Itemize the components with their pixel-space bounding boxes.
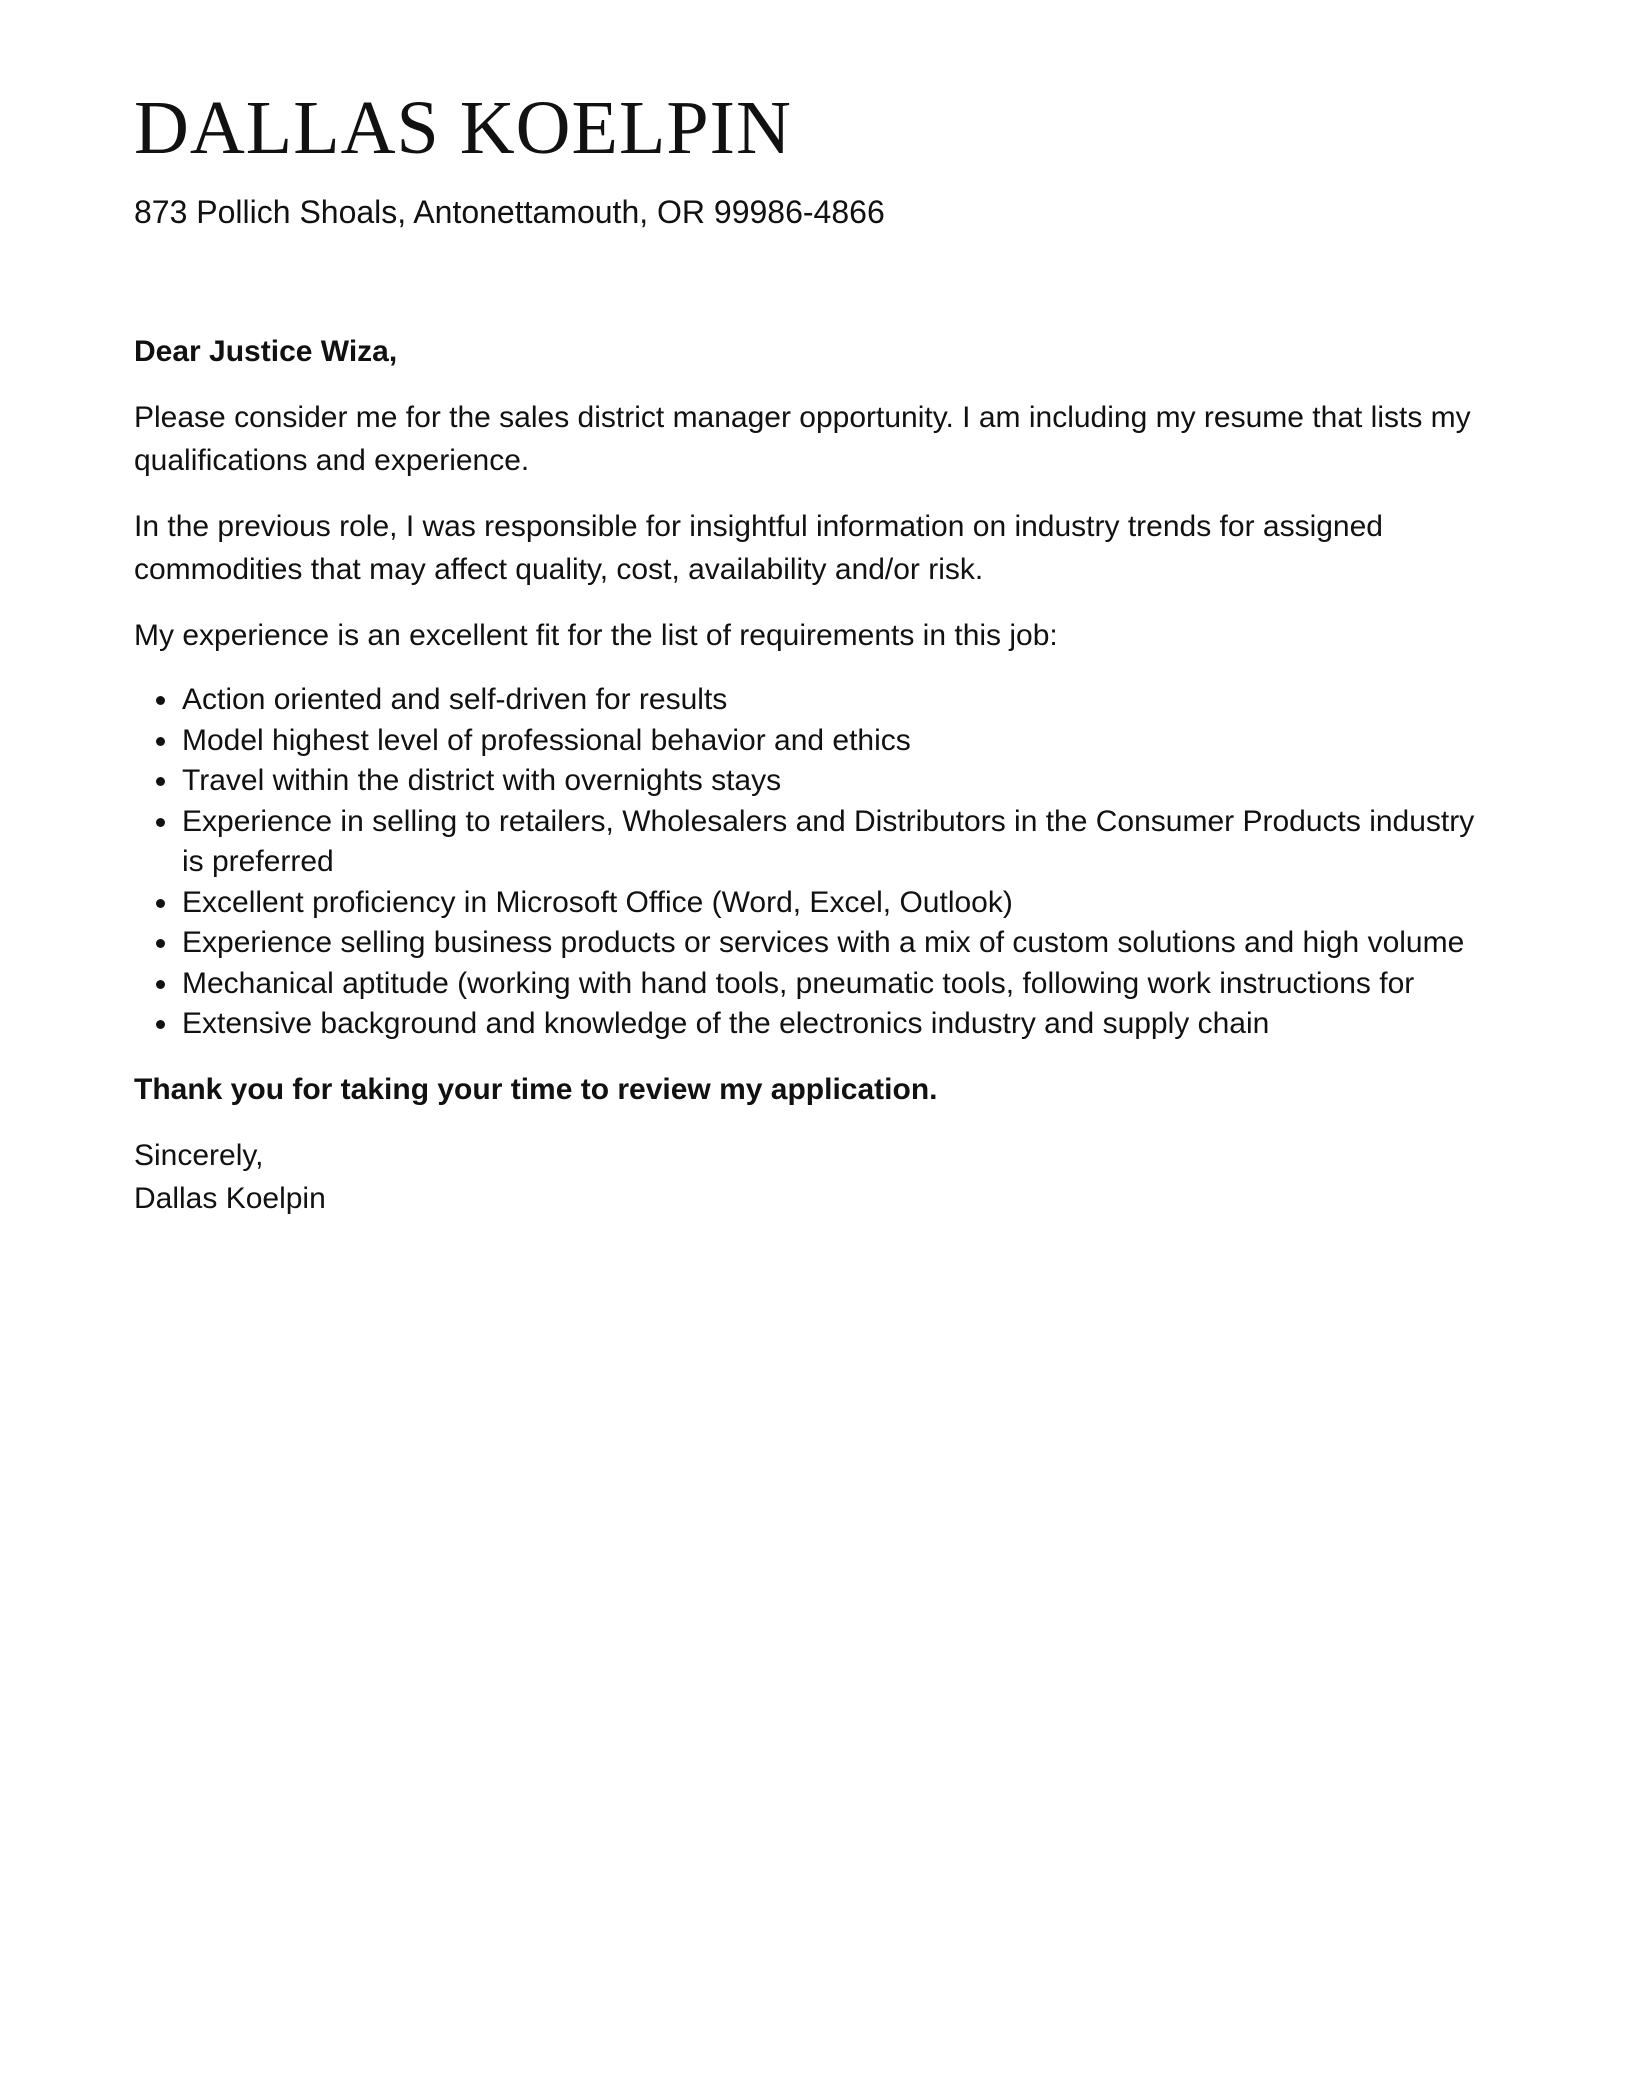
requirement-text: Experience in selling to retailers, Wholesalers and Distributors in the Consumer Products industry is preferred	[182, 804, 1475, 878]
bullet-icon	[156, 737, 165, 746]
bullet-icon	[156, 777, 165, 786]
requirement-item	[182, 883, 1504, 924]
letter-paragraph: In the previous role, I was responsible for insightful information on industry trends for assigned commodities that may affect quality, cost, availability and/or risk.	[134, 510, 1383, 586]
requirement-text: Action oriented and self-driven for results	[182, 683, 728, 716]
requirement-text: Mechanical aptitude (working with hand tools, pneumatic tools, following work instructions for	[182, 966, 1415, 1000]
bullet-icon	[156, 696, 165, 705]
requirements-list	[134, 680, 1504, 1045]
signoff-text: Sincerely,	[134, 1138, 264, 1172]
requirement-item	[182, 923, 1504, 964]
letter-body	[134, 330, 1504, 1243]
signature-name: Dallas Koelpin	[134, 1181, 326, 1215]
requirement-item	[182, 964, 1504, 1005]
requirement-item	[182, 721, 1504, 762]
letter-closing: Thank you for taking your time to review my application.	[134, 1072, 938, 1106]
bullet-icon	[156, 939, 165, 948]
requirement-item	[182, 761, 1504, 802]
requirement-text: Extensive background and knowledge of the electronics industry and supply chain	[182, 1007, 1270, 1040]
letter-signoff-block	[134, 1134, 1504, 1220]
letter-greeting: Dear Justice Wiza,	[134, 335, 398, 368]
requirement-text: Experience selling business products or services with a mix of custom solutions and high volume	[182, 926, 1465, 959]
requirement-text: Excellent proficiency in Microsoft Office (Word, Excel, Outlook)	[182, 885, 1013, 919]
applicant-address: 873 Pollich Shoals, Antonettamouth, OR 99986-4866	[134, 194, 885, 230]
applicant-name: DALLAS KOELPIN	[134, 86, 792, 170]
requirement-item	[182, 802, 1504, 883]
bullet-icon	[156, 1020, 165, 1029]
requirement-item	[182, 680, 1504, 721]
requirement-text: Travel within the district with overnights stays	[182, 764, 782, 797]
bullet-icon	[156, 818, 165, 827]
letter-paragraph: My experience is an excellent fit for the list of requirements in this job:	[134, 619, 1058, 652]
bullet-icon	[156, 899, 165, 908]
requirement-text: Model highest level of professional behavior and ethics	[182, 723, 911, 757]
requirement-item	[182, 1004, 1504, 1045]
letter-paragraph: Please consider me for the sales district manager opportunity. I am including my resume that lists my qualifications and experience.	[134, 401, 1471, 477]
bullet-icon	[156, 980, 165, 989]
